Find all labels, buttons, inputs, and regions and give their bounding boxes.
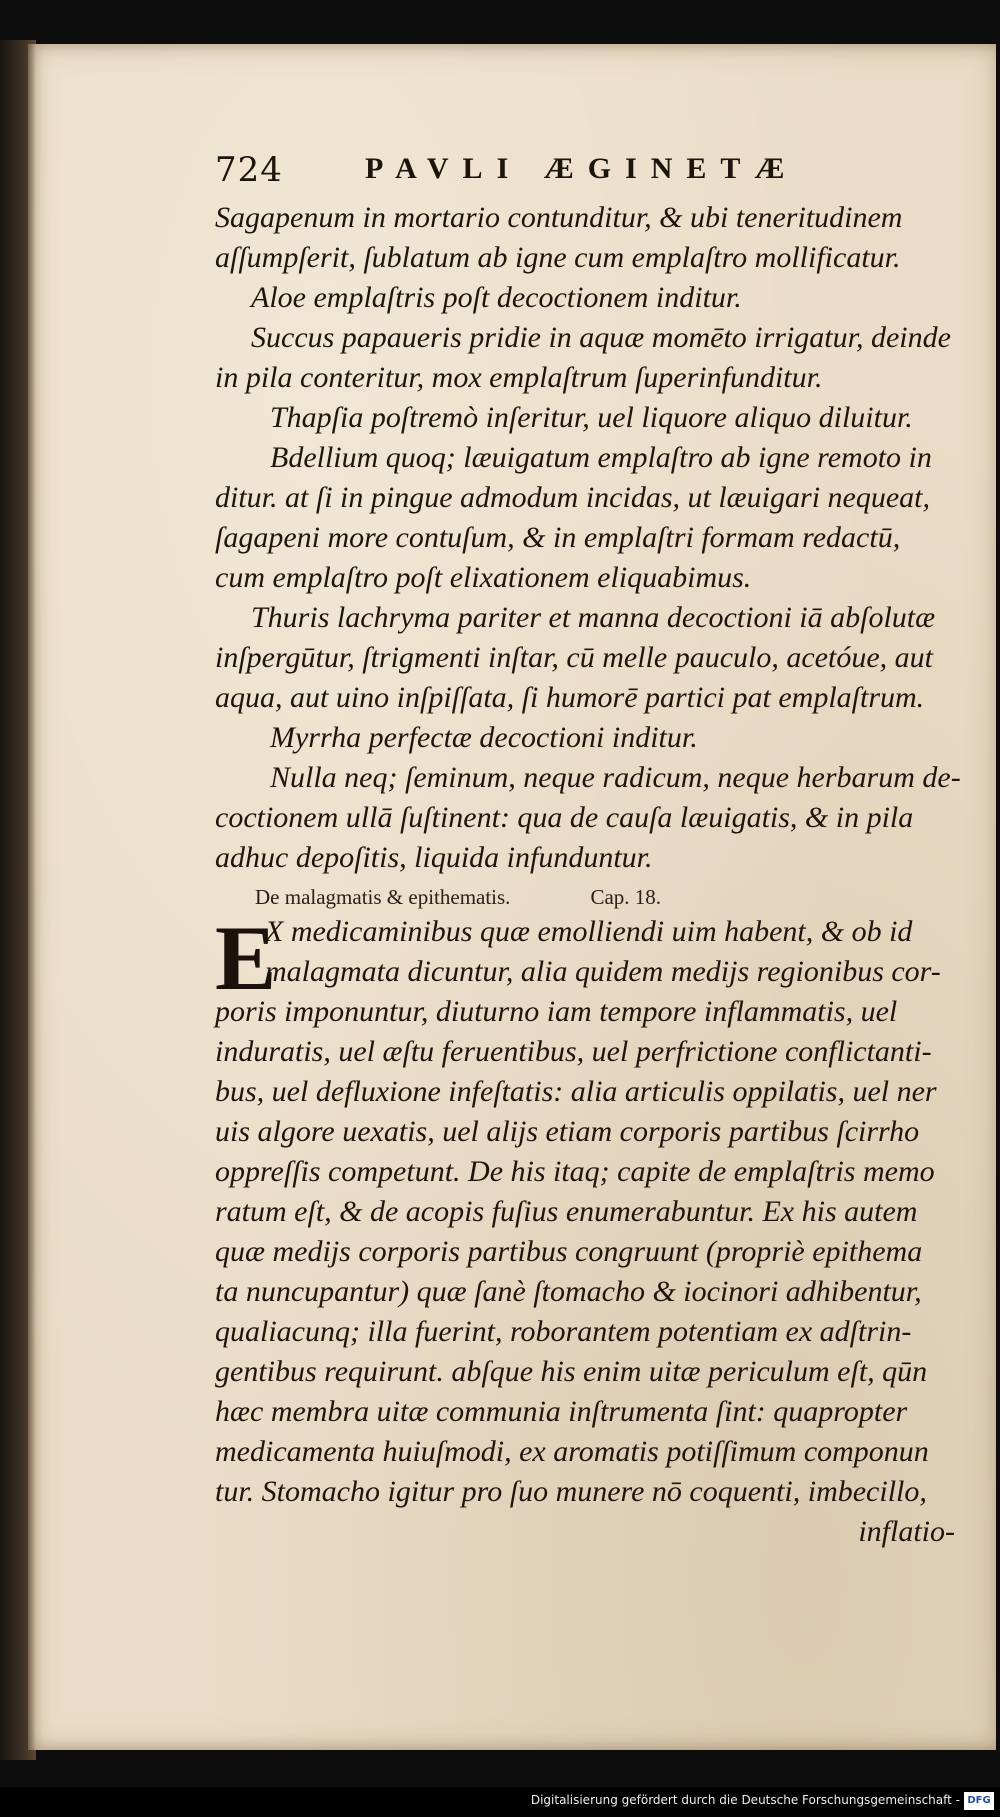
text-line: Succus papaueris pridie in aquæ momēto irrigatur, deinde: [251, 321, 951, 354]
text-line: cum emplaſtro poſt elixationem eliquabimus.: [215, 561, 752, 594]
funding-credit: Digitalisierung gefördert durch die Deutsche Forschungsgemeinschaft -: [530, 1793, 960, 1807]
text-line: Thuris lachryma pariter et manna decoctioni iā abſolutæ: [251, 601, 936, 634]
running-title: PAVLI ÆGINETÆ: [365, 152, 799, 185]
text-line: quæ medijs corporis partibus congruunt (propriè epithema: [215, 1235, 923, 1268]
text-line: adhuc depoſitis, liquida infunduntur.: [215, 841, 653, 874]
text-line: coctionem ullā ſuſtinent: qua de cauſa læuigatis, & in pila: [215, 801, 914, 834]
text-line: hæc membra uitæ communia inſtrumenta ſint: quapropter: [215, 1395, 908, 1428]
text-line: malagmata dicuntur, alia quidem medijs regionibus cor-: [265, 955, 941, 988]
catchword: inflatio-: [858, 1515, 955, 1548]
text-line: gentibus requirunt. abſque his enim uitæ periculum eſt, qūn: [215, 1355, 928, 1388]
page-header: [215, 150, 955, 194]
text-line: Sagapenum in mortario contunditur, & ubi teneritudinem: [215, 201, 903, 234]
page-gutter-shadow: [28, 44, 36, 1750]
text-line: bus, uel defluxione infeſtatis: alia articulis oppilatis, uel ner: [215, 1075, 937, 1108]
text-line: poris imponuntur, diuturno iam tempore inflammatis, uel: [215, 995, 898, 1028]
text-line: aſſumpſerit, ſublatum ab igne cum emplaſtro mollificatur.: [215, 241, 901, 274]
text-line: ratum eſt, & de acopis fuſius enumerabuntur. Ex his autem: [215, 1195, 918, 1228]
chapter-title: De malagmatis & epithematis.: [255, 885, 511, 909]
text-line: uis algore uexatis, uel alijs etiam corporis partibus ſcirrho: [215, 1115, 920, 1148]
text-line: oppreſſis competunt. De his itaq; capite de emplaſtris memo: [215, 1155, 935, 1188]
text-line: X medicaminibus quæ emolliendi uim habent, & ob id: [265, 915, 913, 948]
text-line: tur. Stomacho igitur pro ſuo munere nō coquenti, imbecillo,: [215, 1475, 927, 1508]
chapter-heading: [215, 878, 955, 912]
text-line: Aloe emplaſtris poſt decoctionem inditur.: [251, 281, 742, 314]
text-line: aqua, aut uino inſpiſſata, ſi humorē partici pat emplaſtrum.: [215, 681, 925, 714]
body-text: [215, 198, 961, 1552]
chapter-body: [215, 907, 955, 1552]
text-line: in pila conteritur, mox emplaſtrum ſuperinfunditur.: [215, 361, 823, 394]
text-line: Nulla neq; ſeminum, neque radicum, neque herbarum de-: [270, 761, 961, 794]
text-line: medicamenta huiuſmodi, ex aromatis potiſſimum componun: [215, 1435, 929, 1468]
text-line: Thapſia poſtremò inſeritur, uel liquore aliquo diluitur.: [270, 401, 913, 434]
folio-number: 724: [215, 150, 283, 190]
footer-bar: [0, 1787, 1000, 1817]
text-line: Bdellium quoq; læuigatum emplaſtro ab igne remoto in: [270, 441, 932, 474]
text-line: qualiacunq; illa fuerint, roborantem potentiam ex adſtrin-: [215, 1315, 912, 1348]
text-line: ta nuncupantur) quæ ſanè ſtomacho & iocinori adhibentur,: [215, 1275, 922, 1308]
chapter-number: Cap. 18.: [590, 885, 662, 909]
drop-cap: E: [215, 907, 277, 1009]
dfg-logo: DFG: [964, 1792, 994, 1810]
text-line: ditur. at ſi in pingue admodum incidas, ut læuigari nequeat,: [215, 481, 930, 514]
text-line: induratis, uel æſtu feruentibus, uel perfrictione conflictanti-: [215, 1035, 932, 1068]
text-line: Myrrha perfectæ decoctioni inditur.: [270, 721, 698, 754]
text-line: inſpergūtur, ſtrigmenti inſtar, cū melle pauculo, acetóue, aut: [215, 641, 933, 674]
text-line: ſagapeni more contuſum, & in emplaſtri formam redactū,: [215, 521, 901, 554]
